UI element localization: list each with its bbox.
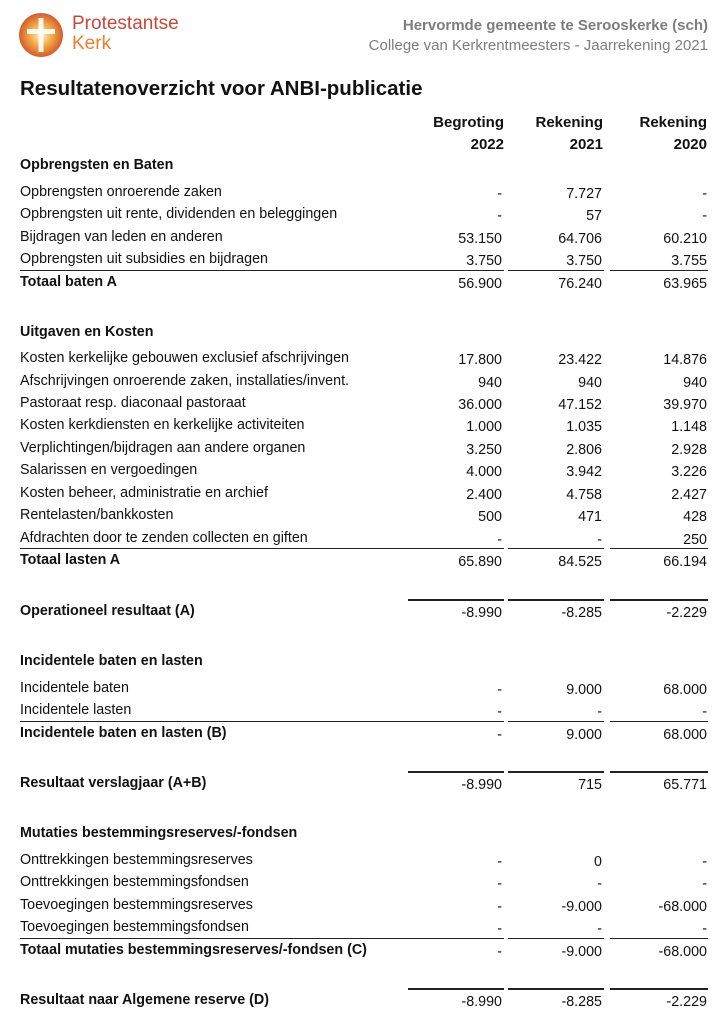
value-begroting-2022: - [497, 704, 502, 720]
table-row [0, 393, 726, 415]
section-heading [0, 651, 726, 673]
value-rekening-2021: -8.285 [561, 994, 602, 1010]
value-rekening-2021: - [597, 704, 602, 720]
protestantse-kerk-logo-icon [18, 12, 64, 58]
column-header-rekening-2021 [503, 112, 603, 156]
value-rekening-2020: 66.194 [663, 554, 707, 570]
row-label: Opbrengsten en Baten [20, 157, 174, 173]
total-row [0, 550, 726, 572]
value-rekening-2020: 428 [683, 509, 707, 525]
row-label: Incidentele baten en lasten (B) [20, 725, 227, 741]
section-heading [0, 155, 726, 177]
table-row [0, 678, 726, 700]
row-label: Bijdragen van leden en anderen [20, 229, 223, 245]
column-header-rekening-2020 [607, 112, 707, 156]
row-label: Incidentele lasten [20, 702, 132, 718]
table-row [0, 371, 726, 393]
value-begroting-2022: 3.250 [466, 442, 502, 458]
document-subtitle: College van Kerkrentmeesters - Jaarrekening 2021 [368, 37, 708, 54]
separator-line [408, 599, 504, 601]
logo-line-2: Kerk [72, 33, 112, 54]
table-row [0, 505, 726, 527]
separator-line [508, 988, 604, 990]
value-begroting-2022: 500 [478, 509, 502, 525]
value-rekening-2020: - [702, 186, 707, 202]
table-row [0, 528, 726, 550]
separator-line [610, 599, 708, 601]
column-header-line: Rekening [535, 114, 603, 131]
value-begroting-2022: - [497, 208, 502, 224]
table-row [0, 700, 726, 722]
row-label: Kosten beheer, administratie en archief [20, 485, 268, 501]
row-label: Salarissen en vergoedingen [20, 462, 198, 478]
logo-line-1: Protestantse [72, 13, 179, 34]
value-begroting-2022: 17.800 [458, 352, 502, 368]
row-label: Toevoegingen bestemmingsreserves [20, 897, 253, 913]
total-row [0, 773, 726, 795]
value-rekening-2020: -2.229 [666, 994, 707, 1010]
value-rekening-2021: -8.285 [561, 605, 602, 621]
value-rekening-2021: 47.152 [558, 397, 602, 413]
value-rekening-2021: 2.806 [566, 442, 602, 458]
page-title: Resultatenoverzicht voor ANBI-publicatie [20, 77, 423, 100]
value-rekening-2020: - [702, 208, 707, 224]
value-rekening-2021: 3.750 [566, 253, 602, 269]
value-rekening-2021: - [597, 532, 602, 548]
value-begroting-2022: - [497, 876, 502, 892]
table-row [0, 182, 726, 204]
separator-line [508, 938, 604, 939]
value-begroting-2022: 3.750 [466, 253, 502, 269]
value-begroting-2022: 36.000 [458, 397, 502, 413]
row-label: Resultaat verslagjaar (A+B) [20, 775, 207, 791]
separator-line [408, 771, 504, 773]
value-rekening-2021: - [597, 876, 602, 892]
table-row [0, 895, 726, 917]
separator-line [610, 988, 708, 990]
row-label: Verplichtingen/bijdragen aan andere organen [20, 440, 306, 456]
value-rekening-2021: 84.525 [558, 554, 602, 570]
table-row [0, 850, 726, 872]
separator-line [610, 270, 708, 271]
value-rekening-2020: 3.226 [671, 464, 707, 480]
value-rekening-2020: 3.755 [671, 253, 707, 269]
value-begroting-2022: 1.000 [466, 419, 502, 435]
separator-line [20, 938, 504, 939]
value-begroting-2022: 65.890 [458, 554, 502, 570]
value-rekening-2021: -9.000 [561, 899, 602, 915]
row-label: Opbrengsten onroerende zaken [20, 184, 222, 200]
logo-text [72, 14, 179, 54]
value-rekening-2021: 64.706 [558, 231, 602, 247]
separator-line [508, 599, 604, 601]
value-rekening-2020: 65.771 [663, 777, 707, 793]
value-begroting-2022: - [497, 532, 502, 548]
separator-line [610, 721, 708, 722]
value-rekening-2021: 9.000 [566, 727, 602, 743]
separator-line [508, 548, 604, 549]
row-label: Onttrekkingen bestemmingsfondsen [20, 874, 249, 890]
row-label: Totaal baten A [20, 274, 117, 290]
section-heading [0, 823, 726, 845]
value-begroting-2022: - [497, 944, 502, 960]
value-rekening-2021: 23.422 [558, 352, 602, 368]
row-label: Totaal lasten A [20, 552, 121, 568]
column-header-line: Rekening [639, 114, 707, 131]
organization-name: Hervormde gemeente te Serooskerke (sch) [402, 17, 708, 34]
total-row [0, 723, 726, 745]
value-rekening-2020: 2.928 [671, 442, 707, 458]
total-row [0, 990, 726, 1012]
value-rekening-2020: 60.210 [663, 231, 707, 247]
value-begroting-2022: - [497, 727, 502, 743]
value-rekening-2020: 14.876 [663, 352, 707, 368]
value-begroting-2022: -8.990 [461, 994, 502, 1010]
value-rekening-2020: -2.229 [666, 605, 707, 621]
value-rekening-2021: 4.758 [566, 487, 602, 503]
value-begroting-2022: 53.150 [458, 231, 502, 247]
value-rekening-2020: 39.970 [663, 397, 707, 413]
value-rekening-2021: 3.942 [566, 464, 602, 480]
value-begroting-2022: -8.990 [461, 777, 502, 793]
value-rekening-2021: 9.000 [566, 682, 602, 698]
separator-line [508, 771, 604, 773]
row-label: Mutaties bestemmingsreserves/-fondsen [20, 825, 298, 841]
column-header-begroting-2022 [404, 112, 504, 156]
value-rekening-2021: 940 [578, 375, 602, 391]
table-row [0, 204, 726, 226]
row-label: Kosten kerkdiensten en kerkelijke activiteiten [20, 417, 305, 433]
row-label: Totaal mutaties bestemmingsreserves/-fondsen (C) [20, 942, 367, 958]
table-row [0, 872, 726, 894]
value-rekening-2021: 471 [578, 509, 602, 525]
row-label: Rentelasten/bankkosten [20, 507, 174, 523]
column-header-line: 2021 [569, 136, 603, 153]
table-row [0, 348, 726, 370]
table-row [0, 438, 726, 460]
row-label: Pastoraat resp. diaconaal pastoraat [20, 395, 246, 411]
value-rekening-2020: - [702, 876, 707, 892]
value-rekening-2021: 715 [578, 777, 602, 793]
separator-line [610, 938, 708, 939]
row-label: Toevoegingen bestemmingsfondsen [20, 919, 249, 935]
row-label: Afdrachten door te zenden collecten en giften [20, 530, 308, 546]
total-row [0, 601, 726, 623]
separator-line [610, 771, 708, 773]
table-row [0, 460, 726, 482]
value-rekening-2020: 250 [683, 532, 707, 548]
column-header-line: 2020 [673, 136, 707, 153]
separator-line [610, 548, 708, 549]
value-begroting-2022: 2.400 [466, 487, 502, 503]
table-row [0, 249, 726, 271]
table-row [0, 227, 726, 249]
value-begroting-2022: 56.900 [458, 276, 502, 292]
value-rekening-2020: 68.000 [663, 727, 707, 743]
value-rekening-2020: -68.000 [658, 944, 707, 960]
row-label: Afschrijvingen onroerende zaken, installaties/invent. [20, 373, 350, 389]
section-heading [0, 322, 726, 344]
value-rekening-2020: -68.000 [658, 899, 707, 915]
table-row [0, 483, 726, 505]
value-rekening-2020: - [702, 921, 707, 937]
value-rekening-2020: - [702, 854, 707, 870]
column-header-line: Begroting [433, 114, 504, 131]
value-begroting-2022: 4.000 [466, 464, 502, 480]
row-label: Resultaat naar Algemene reserve (D) [20, 992, 269, 1008]
separator-line [20, 270, 504, 271]
separator-line [408, 988, 504, 990]
value-begroting-2022: -8.990 [461, 605, 502, 621]
row-label: Opbrengsten uit rente, dividenden en beleggingen [20, 206, 338, 222]
total-row [0, 940, 726, 962]
value-rekening-2020: 940 [683, 375, 707, 391]
value-begroting-2022: - [497, 682, 502, 698]
value-rekening-2021: 7.727 [566, 186, 602, 202]
column-header-line: 2022 [470, 136, 504, 153]
total-row [0, 272, 726, 294]
separator-line [508, 721, 604, 722]
value-rekening-2021: -9.000 [561, 944, 602, 960]
document-header [369, 16, 708, 56]
separator-line [508, 270, 604, 271]
value-rekening-2021: - [597, 921, 602, 937]
separator-line [20, 548, 504, 549]
value-begroting-2022: - [497, 921, 502, 937]
separator-line [20, 721, 504, 722]
row-label: Uitgaven en Kosten [20, 324, 154, 340]
row-label: Opbrengsten uit subsidies en bijdragen [20, 251, 268, 267]
value-rekening-2020: 2.427 [671, 487, 707, 503]
value-rekening-2020: 68.000 [663, 682, 707, 698]
value-rekening-2020: - [702, 704, 707, 720]
value-rekening-2021: 0 [594, 854, 602, 870]
row-label: Kosten kerkelijke gebouwen exclusief afschrijvingen [20, 350, 350, 366]
value-begroting-2022: 940 [478, 375, 502, 391]
value-rekening-2020: 63.965 [663, 276, 707, 292]
logo [18, 12, 178, 58]
value-rekening-2021: 57 [586, 208, 602, 224]
value-begroting-2022: - [497, 186, 502, 202]
value-rekening-2021: 1.035 [566, 419, 602, 435]
row-label: Incidentele baten [20, 680, 129, 696]
row-label: Onttrekkingen bestemmingsreserves [20, 852, 253, 868]
value-begroting-2022: - [497, 899, 502, 915]
value-rekening-2020: 1.148 [671, 419, 707, 435]
value-rekening-2021: 76.240 [558, 276, 602, 292]
table-row [0, 917, 726, 939]
value-begroting-2022: - [497, 854, 502, 870]
row-label: Incidentele baten en lasten [20, 653, 203, 669]
row-label: Operationeel resultaat (A) [20, 603, 195, 619]
table-row [0, 415, 726, 437]
